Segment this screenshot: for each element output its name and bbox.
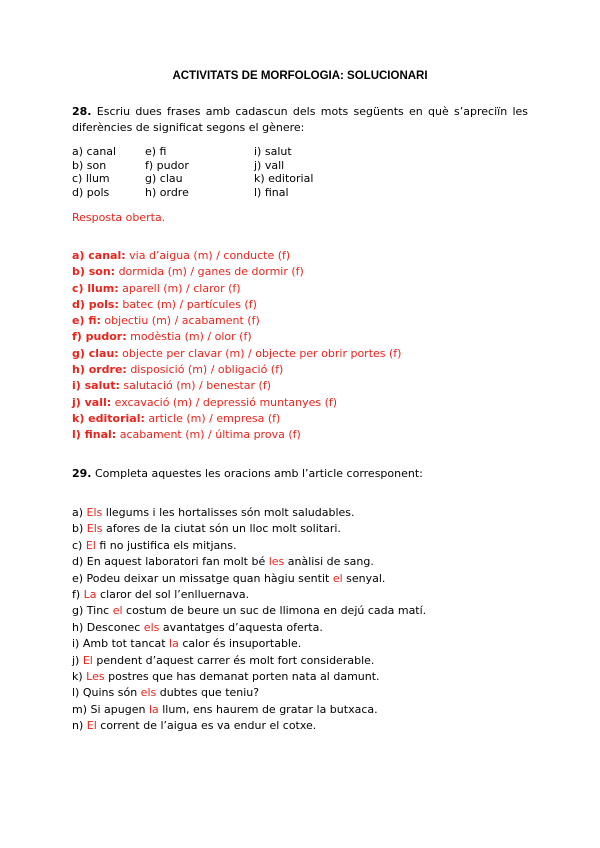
sentence-text: d) En aquest laboratori fan molt bé — [72, 555, 269, 569]
definition-key: g) clau: — [72, 346, 119, 360]
word-item: j) vall — [254, 158, 285, 172]
definition-item — [72, 329, 528, 345]
definition-key: d) pols: — [72, 297, 119, 311]
article-answer: Les — [86, 670, 105, 684]
article-answer: La — [83, 588, 97, 602]
sentence-text: dubtes que teniu? — [156, 686, 260, 700]
article-answer: El — [82, 653, 93, 667]
sentence-text: llegums i les hortalisses són molt saludables. — [102, 506, 355, 519]
sentence-item — [72, 636, 528, 652]
sentence-text: costum de beure un suc de llimona en dejú cada matí. — [122, 604, 427, 618]
word-row — [72, 186, 528, 200]
sentence-item — [72, 554, 528, 570]
word-item: d) pols — [72, 185, 110, 199]
sentence-text: avantatges d’aquesta oferta. — [159, 620, 323, 634]
definition-text: aparell (m) / claror (f) — [118, 281, 241, 295]
word-item: h) ordre — [145, 185, 189, 199]
word-item: c) llum — [72, 172, 110, 185]
sentence-text: j) — [72, 653, 83, 667]
article-answer: la — [169, 637, 179, 651]
question-28-prompt — [72, 104, 528, 136]
sentence-text: claror del sol l’enlluernava. — [96, 588, 250, 602]
sentence-text: senyal. — [342, 571, 386, 585]
sentence-text: anàlisi de sang. — [284, 555, 374, 569]
definition-key: e) fi: — [72, 314, 101, 328]
definition-text: via d’aigua (m) / conducte (f) — [125, 249, 291, 262]
definition-key: f) pudor: — [72, 330, 127, 344]
word-row — [72, 172, 528, 186]
article-answer: les — [268, 555, 285, 569]
definition-key: h) ordre: — [72, 363, 127, 377]
article-answer: El — [86, 719, 97, 733]
definition-key: k) editorial: — [72, 411, 145, 425]
definition-text: excavació (m) / depressió muntanyes (f) — [111, 395, 338, 409]
definition-item — [72, 395, 528, 411]
article-answer: El — [85, 538, 96, 552]
sentence-item — [72, 702, 528, 718]
word-item: a) canal — [72, 145, 117, 158]
definition-key: c) llum: — [72, 281, 119, 295]
definition-text: disposició (m) / obligació (f) — [126, 363, 284, 377]
definition-text: batec (m) / partícules (f) — [118, 297, 257, 311]
definition-item — [72, 362, 528, 378]
sentence-text: a) — [72, 506, 87, 519]
sentence-text: c) — [72, 538, 86, 552]
sentence-text: fi no justifica els mitjans. — [95, 538, 237, 552]
word-item: e) fi — [145, 145, 167, 158]
definition-key: b) son: — [72, 265, 116, 279]
word-item: f) pudor — [145, 158, 189, 172]
article-answer: el — [332, 571, 343, 585]
sentence-item — [72, 620, 528, 636]
sentence-text: postres que has demanat porten nata al damunt. — [104, 670, 380, 684]
question-number: 29. — [72, 467, 92, 480]
definition-text: acabament (m) / última prova (f) — [116, 428, 301, 442]
word-item: i) salut — [254, 145, 292, 158]
word-item: b) son — [72, 158, 107, 172]
definition-item — [72, 427, 528, 443]
definition-item — [72, 346, 528, 362]
sentence-item — [72, 603, 528, 619]
sentence-text: i) Amb tot tancat — [72, 637, 170, 651]
word-list — [72, 145, 528, 199]
definition-key: l) final: — [72, 428, 117, 442]
word-item: k) editorial — [254, 172, 314, 185]
question-number: 28. — [72, 105, 92, 118]
definition-text: salutació (m) / benestar (f) — [119, 379, 271, 393]
sentence-item — [72, 685, 528, 701]
definition-item — [72, 248, 528, 264]
definition-item — [72, 264, 528, 280]
article-answer: els — [140, 686, 157, 700]
definition-item — [72, 281, 528, 297]
sentence-item — [72, 669, 528, 685]
sentence-text: llum, ens haurem de gratar la butxaca. — [158, 702, 378, 716]
sentence-text: l) Quins són — [72, 686, 141, 700]
definition-item — [72, 297, 528, 313]
sentence-text: b) — [72, 522, 87, 536]
definition-item — [72, 378, 528, 394]
article-answer: els — [143, 620, 160, 634]
word-row — [72, 159, 528, 173]
sentence-text: f) — [72, 588, 84, 602]
word-item: l) final — [254, 185, 289, 199]
open-answer-note: Resposta oberta. — [72, 211, 166, 224]
article-answer: Els — [86, 506, 103, 519]
sentences-list — [72, 505, 528, 735]
definition-text: dormida (m) / ganes de dormir (f) — [115, 265, 304, 279]
sentence-text: pendent d’aquest carrer és molt fort considerable. — [92, 653, 375, 667]
sentence-text: h) Desconec — [72, 620, 144, 634]
definition-key: i) salut: — [72, 379, 120, 393]
article-answer: Els — [86, 522, 103, 536]
definition-item — [72, 313, 528, 329]
sentence-item — [72, 521, 528, 537]
sentence-text: afores de la ciutat són un lloc molt solitari. — [102, 522, 341, 536]
word-item: g) clau — [145, 172, 183, 185]
sentence-text: e) Podeu deixar un missatge quan hàgiu sentit — [72, 571, 333, 585]
sentence-item — [72, 538, 528, 554]
sentence-text: g) Tinc — [72, 604, 113, 618]
definition-text: objecte per clavar (m) / objecte per obrir portes (f) — [118, 346, 402, 360]
sentence-text: calor és insuportable. — [178, 637, 302, 651]
question-text: Escriu dues frases amb cadascun dels mots següents en què s’apreciïn les diferències de significat segons el gènere: — [72, 105, 528, 134]
question-29-prompt — [72, 466, 423, 482]
sentence-item — [72, 505, 528, 521]
article-answer: el — [112, 604, 123, 618]
definitions-list — [72, 248, 528, 444]
sentence-item — [72, 571, 528, 587]
sentence-text: corrent de l’aigua es va endur el cotxe. — [96, 719, 317, 733]
sentence-item — [72, 653, 528, 669]
definition-text: modèstia (m) / olor (f) — [126, 330, 252, 344]
sentence-item — [72, 718, 528, 734]
definition-key: j) vall: — [72, 395, 112, 409]
question-text: Completa aquestes les oracions amb l’article corresponent: — [91, 467, 423, 480]
page-title: ACTIVITATS DE MORFOLOGIA: SOLUCIONARI — [172, 70, 428, 82]
definition-text: objectiu (m) / acabament (f) — [100, 314, 260, 328]
definition-item — [72, 411, 528, 427]
sentence-item — [72, 587, 528, 603]
sentence-text: k) — [72, 670, 87, 684]
word-row — [72, 145, 528, 159]
definition-text: article (m) / empresa (f) — [144, 411, 281, 425]
article-answer: la — [148, 702, 159, 716]
sentence-text: n) — [72, 719, 87, 733]
definition-key: a) canal: — [72, 249, 126, 262]
sentence-text: m) Si apugen — [72, 702, 149, 716]
